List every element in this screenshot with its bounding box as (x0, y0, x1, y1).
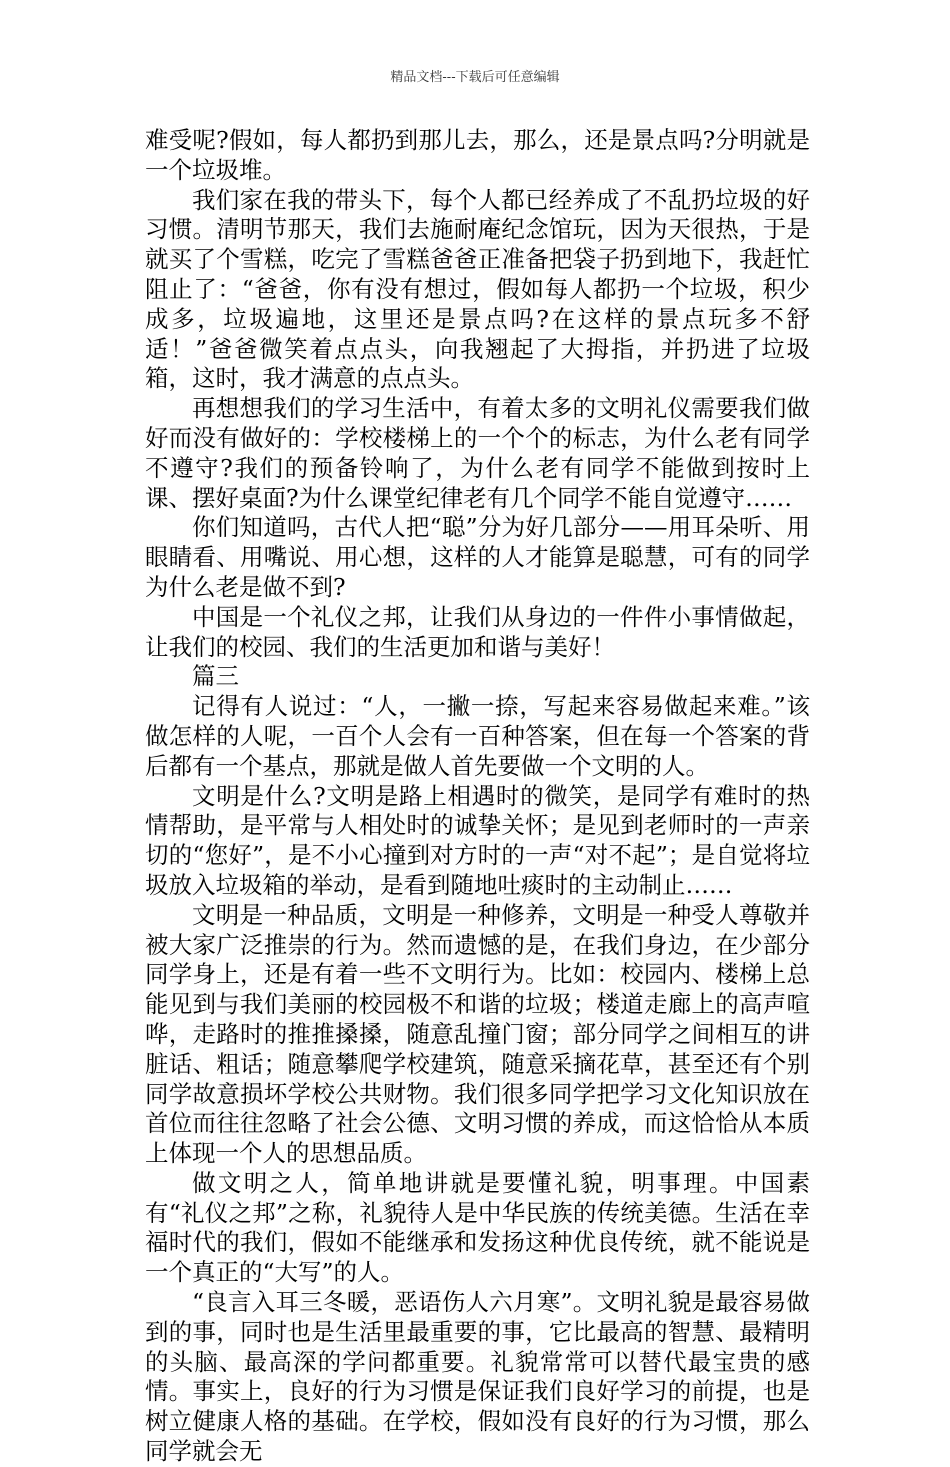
paragraph: 我们家在我的带头下，每个人都已经养成了不乱扔垃圾的好习惯。清明节那天，我们去施耐庵纪念馆玩，因为天很热，于是就买了个雪糕，吃完了雪糕爸爸正准备把袋子扔到地下，我赶忙阻止了：“爸爸，你有没有想过，假如每人都扔一个垃圾，积少成多，垃圾遍地，这里还是景点吗?在这样的景点玩多不舒适！”爸爸微笑着点点头，向我翘起了大拇指，并扔进了垃圾箱，这时，我才满意的点点头。 (145, 185, 810, 393)
paragraph: 记得有人说过：“人，一撇一捺，写起来容易做起来难。”该做怎样的人呢，一百个人会有一百种答案，但在每一个答案的背后都有一个基点，那就是做人首先要做一个文明的人。 (145, 692, 810, 780)
paragraph: 你们知道吗，古代人把“聪”分为好几部分——用耳朵听、用眼睛看、用嘴说、用心想，这样的人才能算是聪慧，可有的同学为什么老是做不到? (145, 513, 810, 601)
paragraph: 中国是一个礼仪之邦，让我们从身边的一件件小事情做起，让我们的校园、我们的生活更加和谐与美好！ (145, 602, 810, 661)
document-body (145, 126, 810, 1467)
paragraph: 做文明之人，简单地讲就是要懂礼貌，明事理。中国素有“礼仪之邦”之称，礼貌待人是中华民族的传统美德。生活在幸福时代的我们，假如不能继承和发扬这种优良传统，就不能说是一个真正的“大写”的人。 (145, 1168, 810, 1287)
paragraph: 文明是一种品质，文明是一种修养，文明是一种受人尊敬并被大家广泛推崇的行为。然而遗憾的是，在我们身边，在少部分同学身上，还是有着一些不文明行为。比如：校园内、楼梯上总能见到与我们美丽的校园极不和谐的垃圾；楼道走廊上的高声喧哗，走路时的推推搡搡，随意乱撞门窗；部分同学之间相互的讲脏话、粗话；随意攀爬学校建筑，随意采摘花草，甚至还有个别同学故意损坏学校公共财物。我们很多同学把学习文化知识放在首位而往往忽略了社会公德、文明习惯的养成，而这恰恰从本质上体现一个人的思想品质。 (145, 900, 810, 1168)
section-heading: 篇三 (192, 662, 239, 691)
page-header: 精品文档---下载后可任意编辑 (390, 70, 560, 85)
paragraph: 文明是什么?文明是路上相遇时的微笑，是同学有难时的热情帮助，是平常与人相处时的诚挚关怀；是见到老师时的一声亲切的“您好”，是不小心撞到对方时的一声“对不起”；是自觉将垃圾放入垃圾箱的举动，是看到随地吐痰时的主动制止…… (145, 781, 810, 899)
paragraph: 再想想我们的学习生活中，有着太多的文明礼仪需要我们做好而没有做好的：学校楼梯上的一个个的标志，为什么老有同学不遵守?我们的预备铃响了，为什么老有同学不能做到按时上课、摆好桌面?为什么课堂纪律老有几个同学不能自觉遵守…… (145, 394, 810, 512)
paragraph: 难受呢?假如，每人都扔到那儿去，那么，还是景点吗?分明就是一个垃圾堆。 (145, 126, 810, 184)
paragraph: “良言入耳三冬暖，恶语伤人六月寒”。文明礼貌是最容易做到的事，同时也是生活里最重要的事，它比最高的智慧、最精明的头脑、最高深的学问都重要。礼貌常常可以替代最宝贵的感情。事实上，良好的行为习惯是保证我们良好学习的前提，也是树立健康人格的基础。在学校，假如没有良好的行为习惯，那么同学就会无 (145, 1288, 810, 1466)
